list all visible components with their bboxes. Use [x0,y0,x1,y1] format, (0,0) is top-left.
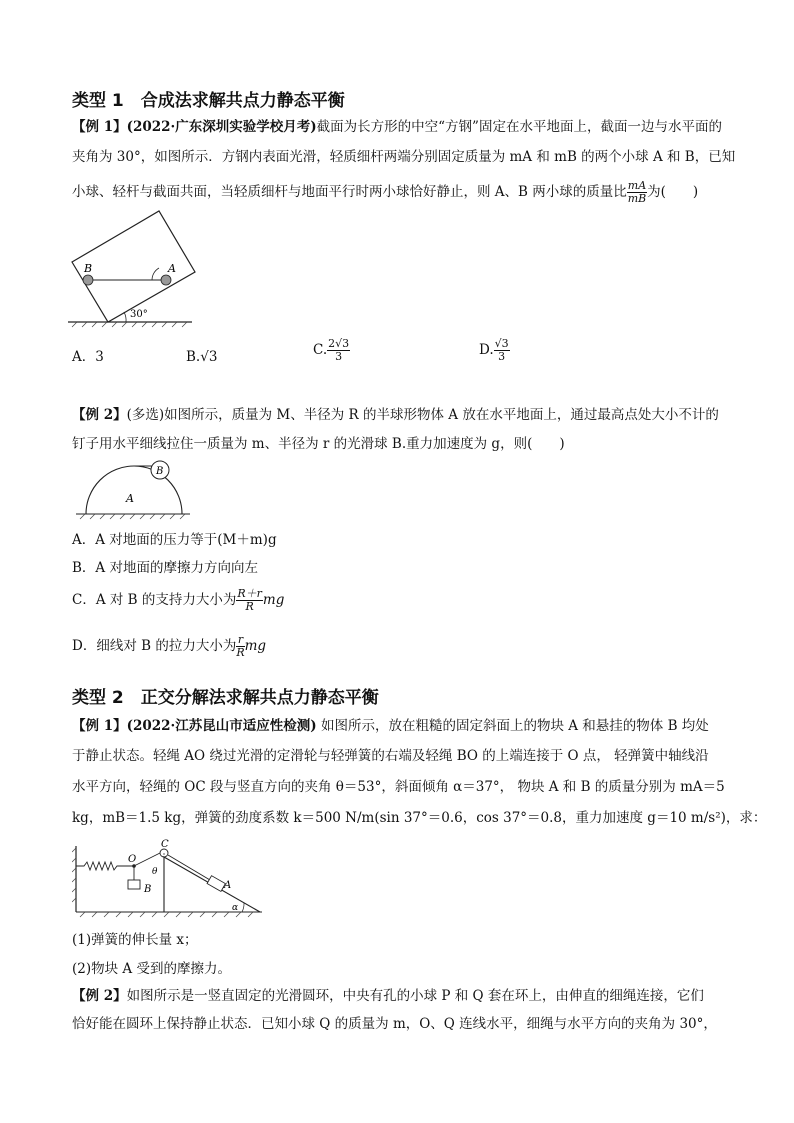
s2-ex2-line2: 恰好能在圆环上保持静止状态．已知小球 Q 的质量为 m，O、Q 连线水平，细绳与水平方向的夹角为 30°， [72,1016,717,1032]
block-a [207,876,225,892]
section2-heading: 类型 2 正交分解法求解共点力静态平衡 [72,688,379,708]
figure-incline-pulley [72,836,264,918]
ex1-source: (2022·广东深圳实验学校月考) [126,119,317,135]
label-o: O [128,854,137,865]
question-2: (2)物块 A 受到的摩擦力。 [72,961,231,977]
ex1-text3-end: 为( ) [647,184,699,200]
s2-ex1-line2: 于静止状态。轻绳 AO 绕过光滑的定滑轮与轻弹簧的右端及轻绳 BO 的上端连接于 O 点， 轻弹簧中轴线沿 [72,748,709,764]
label-b: B [156,466,164,477]
ex1-text1: 截面为长方形的中空“方钢”固定在水平地面上，截面一边与水平面的 [316,119,722,135]
ex2-option-d[interactable]: D．细线对 B 的拉力大小为 $\frac{r}{R}$ mg [72,633,267,659]
option-b[interactable]: B.√3 [186,349,218,365]
angle-arc-30 [124,312,126,322]
option-d-fraction: $\frac{√3}{3}$ [494,337,509,363]
rope-oc [134,853,160,866]
option-c[interactable]: C. $\frac{2√3}{3}$ [313,337,350,363]
s2-ex1-source: (2022·江苏昆山市适应性检测) [126,718,317,734]
ex1-tag: 【例 1】 [72,119,127,135]
ex2-tag: 【例 2】 [72,407,127,423]
ex2-line2: 钉子用水平细线拉住一质量为 m、半径为 r 的光滑球 B.重力加速度为 g，则( ) [72,436,565,452]
ex2-option-b[interactable]: B．A 对地面的摩擦力方向向左 [72,560,258,576]
rope-ca [168,855,210,880]
ex1-line3 [72,180,698,205]
ex1-text3: 小球、轻杆与截面共面，当轻质细杆与地面平行时两小球恰好静止，则 A、B 两小球的质量比 [72,184,627,200]
label-c: C [161,839,169,850]
option-c-fraction: $\frac{2√3}{3}$ [328,337,350,363]
option-d-fraction: $\frac{r}{R}$ [236,633,245,659]
ball-a [161,275,171,285]
mass-ratio-fraction: $\frac{mA}{mB}$ [627,179,647,205]
question-1: (1)弹簧的伸长量 x； [72,932,198,948]
angle-label: 30° [130,309,148,320]
label-a: A [168,262,176,275]
figure-square-steel [68,210,198,328]
ex2-option-c[interactable]: C．A 对 B 的支持力大小为 $\frac{R+r}{R}$ mg [72,587,285,613]
label-a: A [126,492,134,505]
label-b: B [144,884,152,895]
label-theta: θ [152,867,158,877]
s2-ex2-line1: 【例 2】如图所示是一竖直固定的光滑圆环，中央有孔的小球 P 和 Q 套在环上，由伸直的细绳连接，它们 [72,988,704,1004]
figure-hemisphere [72,458,194,520]
section1-heading: 类型 1 合成法求解共点力静态平衡 [72,91,345,111]
s2-ex1-line1: 【例 1】(2022·江苏昆山市适应性检测) 如图所示，放在粗糙的固定斜面上的物块 A 和悬挂的物体 B 均处 [72,718,709,734]
option-d[interactable]: D. $\frac{√3}{3}$ [479,337,509,363]
ex1-line1 [72,119,722,135]
ball-b [83,275,93,285]
spring [76,862,134,870]
ground-hatch [80,912,253,917]
ground-hatch [80,514,185,519]
option-c-fraction: $\frac{R+r}{R}$ [237,587,262,613]
ground-hatch [72,322,187,327]
block-b [128,880,140,889]
s2-ex1-line4: kg，mB＝1.5 kg，弹簧的劲度系数 k＝500 N/m(sin 37°＝0.6，cos 37°＝0.8，重力加速度 g＝10 m/s²)，求： [72,810,767,826]
label-b: B [84,262,93,275]
option-a[interactable]: A．3 [72,349,104,365]
ex1-line2: 夹角为 30°，如图所示．方钢内表面光滑，轻质细杆两端分别固定质量为 mA 和 mB 的两个小球 A 和 B，已知 [72,149,736,165]
ex2-option-a[interactable]: A．A 对地面的压力等于(M＋m)g [72,532,277,548]
angle-arc-alpha [242,903,244,912]
s2-ex1-line3: 水平方向，轻绳的 OC 段与竖直方向的夹角 θ＝53°，斜面倾角 α＝37°， 物块 A 和 B 的质量分别为 mA＝5 [72,779,725,795]
ex2-line1: 【例 2】(多选)如图所示，质量为 M、半径为 R 的半球形物体 A 放在水平地面上，通过最高点处大小不计的 [72,407,719,423]
angle-arc-a [152,268,159,280]
label-a: A [224,880,232,891]
label-alpha: α [232,903,239,913]
